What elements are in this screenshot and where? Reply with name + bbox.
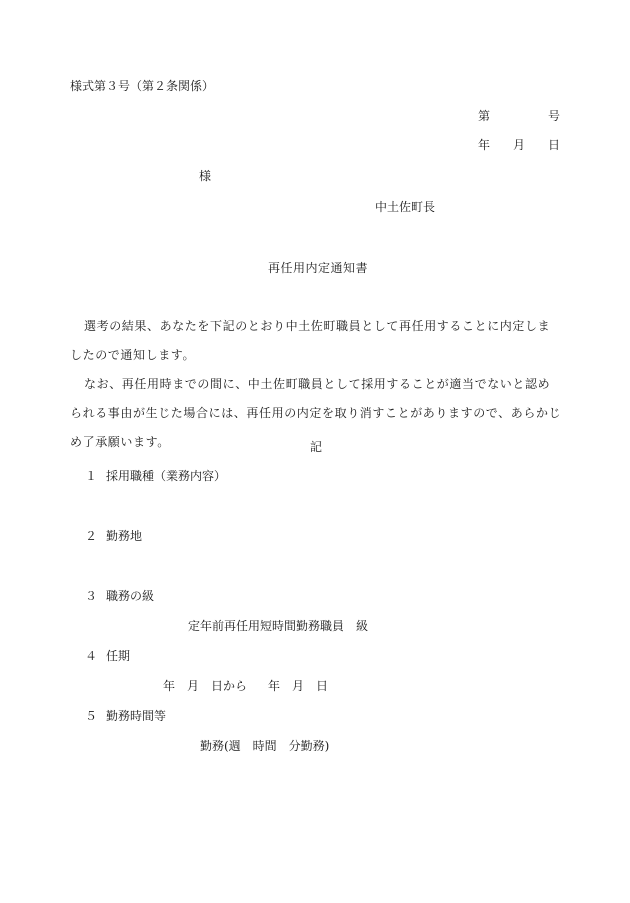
grade-line: 定年前再任用短時間勤務職員 級 bbox=[188, 619, 369, 633]
doc-number-dai: 第 bbox=[478, 109, 491, 123]
item-5-number: ５ bbox=[85, 709, 98, 723]
item-3-number: ３ bbox=[85, 589, 98, 603]
item-2-label: 勤務地 bbox=[106, 529, 143, 543]
body-paragraph-1: 選考の結果、あなたを下記のとおり中土佐町職員として再任用することに内定しましたので通知します。 bbox=[70, 319, 551, 362]
addressee: 様 bbox=[199, 169, 212, 183]
item-1-label: 採用職種（業務内容） bbox=[106, 469, 227, 483]
item-1-number: １ bbox=[85, 469, 98, 483]
item-4-number: ４ bbox=[85, 649, 98, 663]
item-5-label: 勤務時間等 bbox=[106, 709, 167, 723]
date-day: 日 bbox=[548, 138, 561, 152]
doc-number-go: 号 bbox=[548, 109, 561, 123]
item-4-label: 任期 bbox=[106, 649, 131, 663]
item-3-label: 職務の級 bbox=[106, 589, 155, 603]
form-number: 様式第３号（第２条関係） bbox=[70, 79, 215, 93]
hours-line: 勤務(週 時間 分勤務) bbox=[200, 739, 330, 753]
date-year: 年 bbox=[478, 138, 491, 152]
item-2-number: ２ bbox=[85, 529, 98, 543]
term-start: 年 月 日から bbox=[163, 679, 248, 693]
date-month: 月 bbox=[513, 138, 526, 152]
document-title: 再任用内定通知書 bbox=[268, 261, 369, 275]
term-end: 年 月 日 bbox=[268, 679, 329, 693]
body-paragraph-2: なお、再任用時までの間に、中土佐町職員として採用することが適当でないと認められる事由が生じた場合には、再任用の内定を取り消すことがありますので、あらかじめ了承願います。 bbox=[70, 377, 562, 449]
sender: 中土佐町長 bbox=[375, 200, 436, 214]
ki-heading: 記 bbox=[310, 440, 323, 454]
